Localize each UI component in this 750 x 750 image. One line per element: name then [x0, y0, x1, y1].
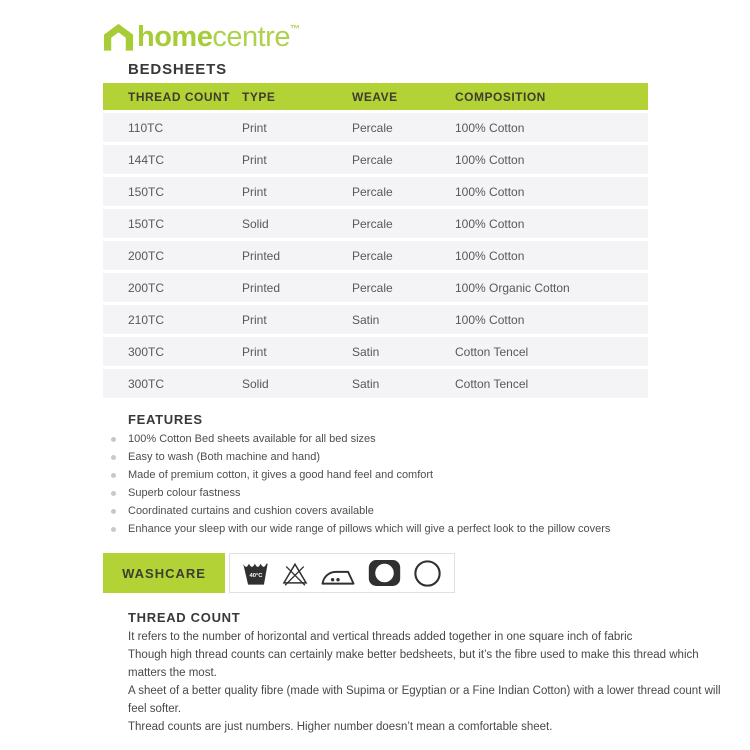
bedsheets-table	[103, 83, 648, 398]
table-cell: 100% Cotton	[455, 152, 525, 167]
table-cell: 150TC	[128, 216, 165, 231]
table-cell: Satin	[352, 376, 380, 391]
bullet-dot	[111, 527, 116, 532]
bullet-dot	[111, 473, 116, 478]
thread-count-line: It refers to the number of horizontal and vertical threads added together in one square inch of fabric	[128, 631, 633, 643]
table-cell: Print	[242, 120, 267, 135]
table-header-row	[103, 83, 648, 110]
thread-count-line: feel softer.	[128, 703, 182, 715]
table-row	[103, 241, 648, 270]
washcare-label: WASHCARE	[103, 553, 225, 593]
feature-text: 100% Cotton Bed sheets available for all bed sizes	[128, 433, 376, 445]
table-row	[103, 145, 648, 174]
table-row	[103, 209, 648, 238]
table-cell: Printed	[242, 248, 281, 263]
feature-item	[111, 430, 610, 448]
iron-two-dots-icon	[320, 560, 356, 587]
table-row	[103, 369, 648, 398]
thread-count-line: Thread counts are just numbers. Higher number doesn’t mean a comfortable sheet.	[128, 721, 553, 733]
table-cell: 200TC	[128, 280, 165, 295]
column-header-type: TYPE	[242, 89, 276, 104]
thread-count-text	[128, 628, 721, 736]
table-cell: Satin	[352, 344, 380, 359]
table-cell: Solid	[242, 216, 269, 231]
dry-clean-icon	[413, 559, 442, 588]
table-body	[103, 113, 648, 398]
logo-centre-text: centre	[212, 21, 290, 53]
table-cell: 100% Organic Cotton	[455, 280, 570, 295]
feature-item	[111, 502, 610, 520]
feature-item	[111, 484, 610, 502]
do-not-bleach-icon	[280, 559, 310, 587]
table-cell: 300TC	[128, 376, 165, 391]
column-header-thread-count: THREAD COUNT	[128, 89, 230, 104]
table-cell: Satin	[352, 312, 380, 327]
table-cell: Print	[242, 312, 267, 327]
table-cell: 144TC	[128, 152, 165, 167]
table-cell: 300TC	[128, 344, 165, 359]
table-cell: Print	[242, 152, 267, 167]
table-cell: Solid	[242, 376, 269, 391]
feature-text: Enhance your sleep with our wide range of pillows which will give a perfect look to the pillow covers	[128, 523, 611, 535]
table-cell: 210TC	[128, 312, 165, 327]
feature-text: Easy to wash (Both machine and hand)	[128, 451, 321, 463]
table-cell: Percale	[352, 152, 393, 167]
table-row	[103, 273, 648, 302]
table-cell: Cotton Tencel	[455, 376, 529, 391]
tumble-dry-icon	[366, 558, 403, 588]
feature-text: Superb colour fastness	[128, 487, 241, 499]
feature-item	[111, 466, 610, 484]
column-header-composition: COMPOSITION	[455, 89, 546, 104]
machine-wash-40-icon	[242, 560, 270, 586]
column-header-weave: WEAVE	[352, 89, 398, 104]
feature-text: Made of premium cotton, it gives a good hand feel and comfort	[128, 469, 434, 481]
washcare-icons-box	[229, 553, 455, 593]
table-cell: 150TC	[128, 184, 165, 199]
page-title: BEDSHEETS	[128, 61, 227, 78]
table-cell: Percale	[352, 216, 393, 231]
table-cell: Percale	[352, 120, 393, 135]
house-icon	[103, 23, 134, 51]
feature-item	[111, 448, 610, 466]
features-heading: FEATURES	[128, 412, 203, 427]
brand-logo	[103, 16, 300, 51]
table-cell: 100% Cotton	[455, 184, 525, 199]
logo-home-text: home	[137, 21, 213, 53]
table-cell: Print	[242, 344, 267, 359]
trademark-symbol: ™	[289, 24, 300, 35]
feature-text: Coordinated curtains and cushion covers available	[128, 505, 374, 517]
table-cell: Percale	[352, 280, 393, 295]
bullet-dot	[111, 455, 116, 460]
table-cell: 100% Cotton	[455, 312, 525, 327]
bullet-dot	[111, 491, 116, 496]
brand-wordmark	[137, 16, 300, 51]
table-cell: Printed	[242, 280, 281, 295]
feature-item	[111, 520, 610, 538]
thread-count-line: Though high thread counts can certainly make better bedsheets, but it’s the fibre used to make this thread which	[128, 649, 699, 661]
table-row	[103, 337, 648, 366]
table-cell: 100% Cotton	[455, 248, 525, 263]
table-cell: Cotton Tencel	[455, 344, 529, 359]
thread-count-heading: THREAD COUNT	[128, 610, 241, 625]
table-cell: 110TC	[128, 120, 164, 135]
features-list	[111, 430, 610, 538]
bullet-dot	[111, 509, 116, 514]
table-row	[103, 177, 648, 206]
bullet-dot	[111, 437, 116, 442]
table-cell: Percale	[352, 248, 393, 263]
thread-count-line: matters the most.	[128, 667, 217, 679]
table-cell: Print	[242, 184, 267, 199]
table-row	[103, 113, 648, 142]
table-cell: 200TC	[128, 248, 165, 263]
wash-temperature-label: 40°C	[249, 573, 263, 580]
table-cell: 100% Cotton	[455, 216, 525, 231]
table-cell: 100% Cotton	[455, 120, 525, 135]
table-row	[103, 305, 648, 334]
thread-count-line: A sheet of a better quality fibre (made with Supima or Egyptian or a Fine Indian Cotton) with a lower thread count will	[128, 685, 721, 697]
table-cell: Percale	[352, 184, 393, 199]
